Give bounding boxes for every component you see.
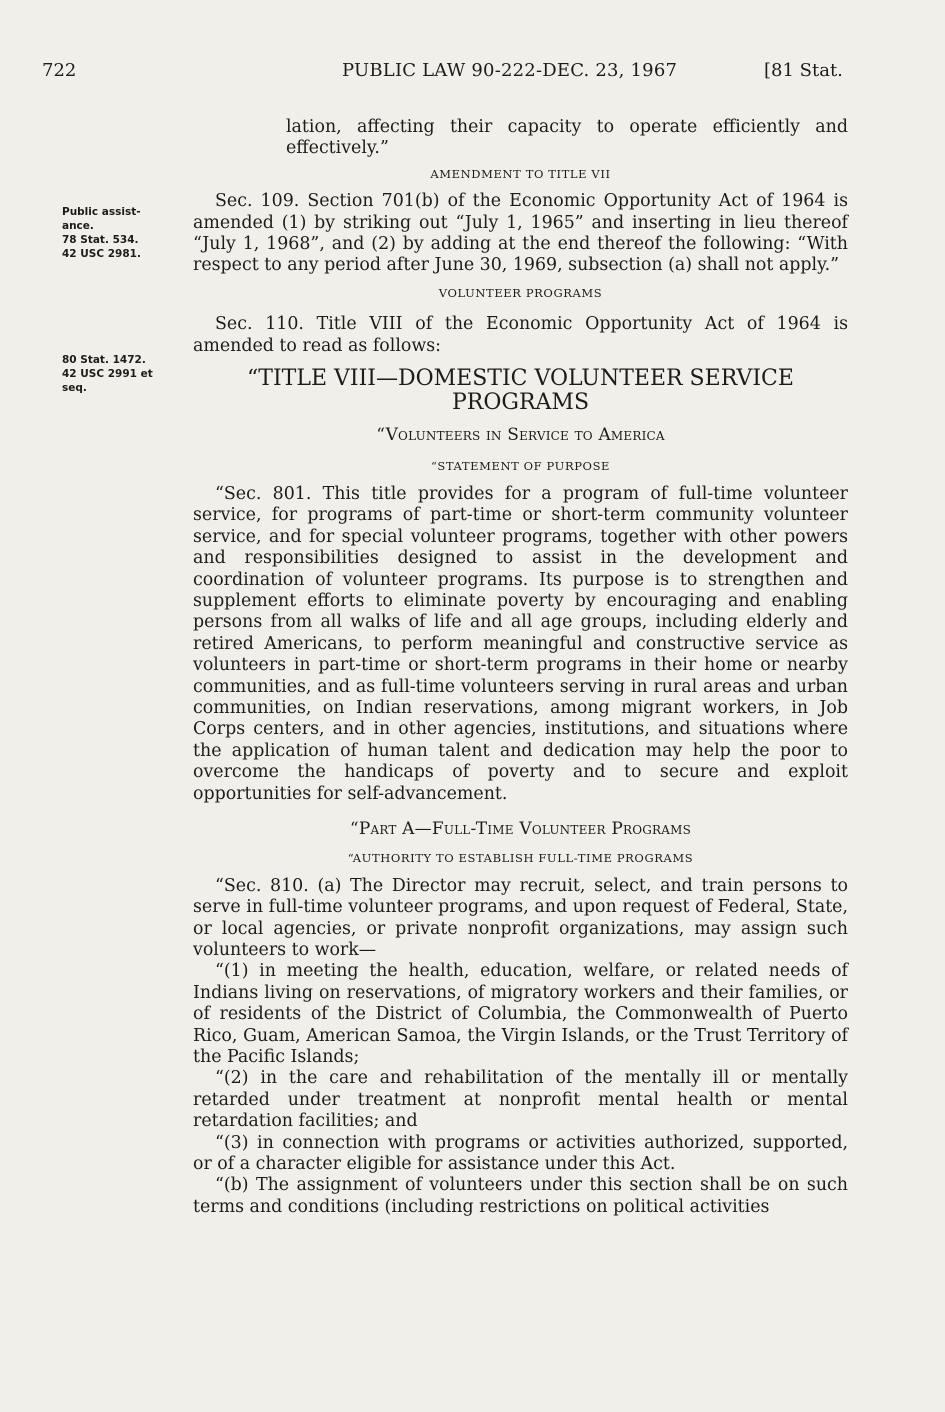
volunteer-programs-heading: VOLUNTEER PROGRAMS — [438, 285, 603, 300]
margin-note-line: 42 USC 2991 et — [62, 368, 153, 380]
header-title: PUBLIC LAW 90-222-DEC. 23, 1967 — [342, 60, 678, 81]
running-header — [42, 60, 845, 88]
margin-note-public-assistance — [62, 205, 182, 261]
title-viii-heading: “TITLE VIII—DOMESTIC VOLUNTEER SERVICE PROGRAMS — [247, 366, 794, 416]
amendment-title-vii-heading: AMENDMENT TO TITLE VII — [430, 166, 611, 181]
statement-of-purpose-heading: “STATEMENT OF PURPOSE — [430, 459, 611, 474]
sec-801-paragraph: “Sec. 801. This title provides for a program of full-time volunteer service, for programs of part-time or short-term community volunteer service, and for special volunteer programs, together with other powers and responsibilities designed to assist in the development and coordination of volunteer programs. Its purpose is to strengthen and supplement efforts to eliminate poverty by encouraging and enabling persons from all walks of life and all age groups, including elderly and retired Americans, to perform meaningful and constructive service as volunteers in part-time or short-term programs in their home or nearby communities, and as full-time volunteers serving in rural areas and urban communities, on Indian reservations, among migrant workers, in Job Corps centers, and in other agencies, institutions, and situations where the application of human talent and dedication may help the poor to overcome the handicaps of poverty and to secure and exploit opportunities for self-advancement. — [193, 483, 848, 804]
item-2-paragraph: “(2) in the care and rehabilitation of the mentally ill or mentally retarded under treatment at nonprofit mental health or mental retardation facilities; and — [193, 1068, 848, 1132]
header-stat: [81 Stat. — [764, 60, 843, 81]
part-a-heading: “Part A—Full-Time Volunteer Programs — [349, 818, 692, 839]
margin-note-line: 80 Stat. 1472. — [62, 354, 146, 366]
sec-810b-paragraph: “(b) The assignment of volunteers under this section shall be on such terms and conditions (including restrictions on political activities — [193, 1175, 848, 1217]
page-number: 722 — [42, 60, 77, 81]
margin-note-line: seq. — [62, 382, 87, 394]
item-3-paragraph: “(3) in connection with programs or activities authorized, supported, or of a character eligible for assistance under this Act. — [193, 1132, 848, 1175]
vista-heading: “Volunteers in Service to America — [376, 425, 665, 446]
margin-note-line: Public assist- — [62, 206, 141, 218]
margin-note-line: 78 Stat. 534. — [62, 234, 139, 246]
margin-note-line: 42 USC 2981. — [62, 248, 141, 260]
margin-note-line: ance. — [62, 220, 94, 232]
authority-heading: “AUTHORITY TO ESTABLISH FULL-TIME PROGRAMS — [347, 851, 694, 866]
item-1-paragraph: “(1) in meeting the health, education, welfare, or related needs of Indians living on reservations, of migratory workers and their families, or of residents of the District of Columbia, the Commonwealth of Puerto Rico, Guam, American Samoa, the Virgin Islands, or the Trust Territory of the Pacific Islands; — [193, 961, 848, 1068]
sec-109-paragraph: Sec. 109. Section 701(b) of the Economic Opportunity Act of 1964 is amended (1) by striking out “July 1, 1965” and inserting in lieu thereof “July 1, 1968”, and (2) by adding at the end thereof the following: “With respect to any period after June 30, 1969, subsection (a) shall not apply.” — [193, 191, 848, 276]
sec-110-paragraph: Sec. 110. Title VIII of the Economic Opportunity Act of 1964 is amended to read as follows: — [193, 314, 848, 356]
sec-810a-paragraph: “Sec. 810. (a) The Director may recruit, select, and train persons to serve in full-time volunteer programs, and upon request of Federal, State, or local agencies, or private nonprofit organizations, may assign such volunteers to work— — [193, 875, 848, 960]
body-text — [193, 117, 848, 1218]
margin-note-80-stat — [62, 353, 182, 395]
continuation-paragraph: lation, affecting their capacity to operate efficiently and effectively.” — [286, 117, 848, 159]
